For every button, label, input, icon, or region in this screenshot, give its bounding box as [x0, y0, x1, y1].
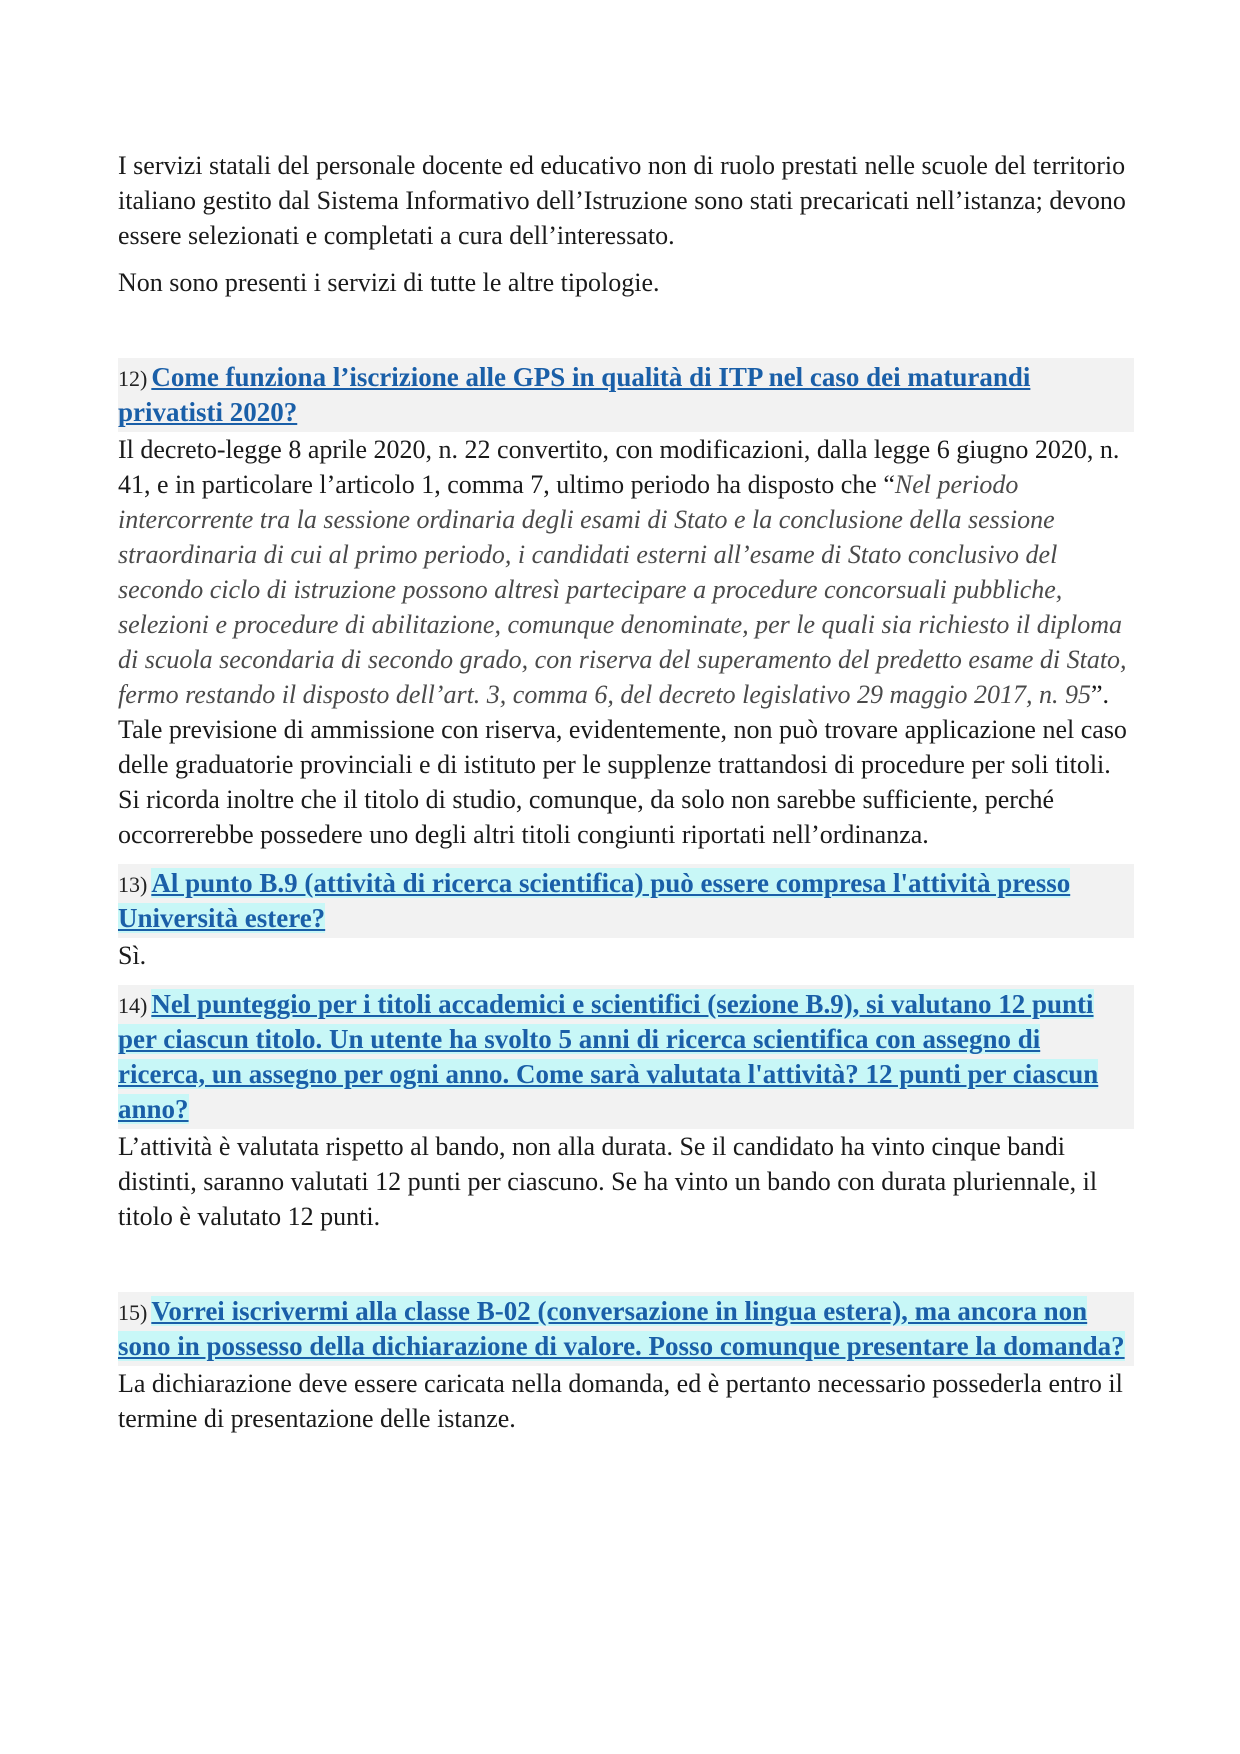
intro-paragraph-services: I servizi statali del personale docente ed educativo non di ruolo prestati nelle scuole del territorio italiano gestito dal Sistema Informativo dell’Istruzione sono stati precaricati nell’istanza; devono essere selezionati e completati a cura dell’interessato. — [118, 151, 1126, 250]
faq-12-question-link[interactable]: Come funziona l’iscrizione alle GPS in qualità di ITP nel caso dei maturandi privatisti 2020? — [118, 362, 1031, 427]
faq-13-answer: Sì. — [118, 941, 147, 970]
faq-13-number: 13) — [118, 872, 148, 897]
faq-12-answer-intro: Il decreto-legge 8 aprile 2020, n. 22 convertito, con modificazioni, dalla legge 6 giugno 2020, n. 41, e in particolare l’articolo 1, comma 7, ultimo periodo ha disposto che “ — [118, 435, 1120, 499]
faq-12-answer — [118, 432, 1138, 852]
faq-15-answer: La dichiarazione deve essere caricata nella domanda, ed è pertanto necessario possederla entro il termine di presentazione delle istanze. — [118, 1369, 1123, 1433]
faq-14-number: 14) — [118, 993, 148, 1018]
faq-12-answer-quote: Nel periodo intercorrente tra la sessione ordinaria degli esami di Stato e la conclusione della sessione straordinaria di cui al primo periodo, i candidati esterni all’esame di Stato conclusivo del secondo ciclo di istruzione possono altresì partecipare a procedure concorsuali pubbliche, selezioni e procedure di abilitazione, comunque denominate, per le quali sia richiesto il diploma di scuola secondaria di secondo grado, con riserva del superamento del predetto esame di Stato, fermo restando il disposto dell’art. 3, comma 6, del decreto legislativo 29 maggio 2017, n. 95 — [118, 470, 1127, 709]
faq-15-question-link[interactable]: Vorrei iscrivermi alla classe B-02 (conversazione in lingua estera), ma ancora non sono in possesso della dichiarazione di valore. Posso comunque presentare la domanda? — [118, 1296, 1125, 1361]
faq-15-number: 15) — [118, 1300, 148, 1325]
faq-14-answer: L’attività è valutata rispetto al bando, non alla durata. Se il candidato ha vinto cinque bandi distinti, saranno valutati 12 punti per ciascuno. Se ha vinto un bando con durata pluriennale, il titolo è valutato 12 punti. — [118, 1132, 1098, 1231]
intro-paragraph-other-types: Non sono presenti i servizi di tutte le altre tipologie. — [118, 268, 660, 297]
document-page — [118, 148, 1138, 1436]
faq-12-answer-conclusion: ”. Tale previsione di ammissione con riserva, evidentemente, non può trovare applicazione nel caso delle graduatorie provinciali e di istituto per le supplenze trattandosi di procedure per soli titoli. Si ricorda inoltre che il titolo di studio, comunque, da solo non sarebbe sufficiente, perché occorrerebbe possedere uno degli altri titoli congiunti riportati nell’ordinanza. — [118, 680, 1127, 849]
faq-13-question-link[interactable]: Al punto B.9 (attività di ricerca scientifica) può essere compresa l'attività presso Università estere? — [118, 868, 1071, 933]
faq-12-question — [118, 358, 1134, 432]
faq-13-question — [118, 864, 1134, 938]
faq-12-number: 12) — [118, 366, 148, 391]
faq-14-question — [118, 985, 1134, 1129]
faq-15-question — [118, 1292, 1134, 1366]
faq-14-question-link[interactable]: Nel punteggio per i titoli accademici e scientifici (sezione B.9), si valutano 12 punti per ciascun titolo. Un utente ha svolto 5 anni di ricerca scientifica con assegno di ricerca, un assegno per ogni anno. Come sarà valutata l'attività? 12 punti per ciascun anno? — [118, 989, 1099, 1124]
